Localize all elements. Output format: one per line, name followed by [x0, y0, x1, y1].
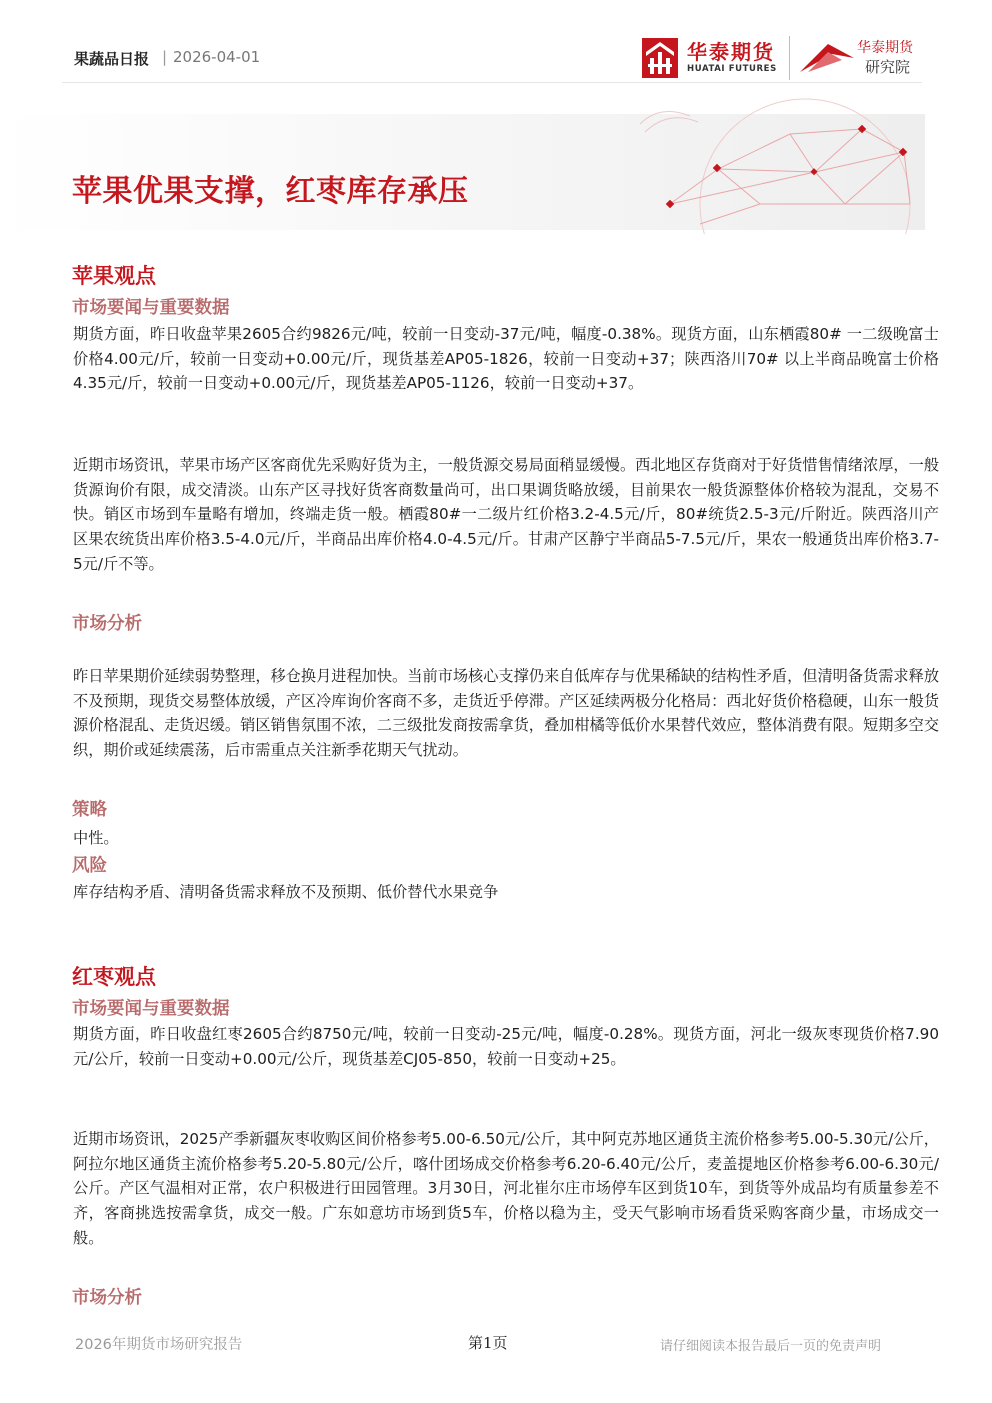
- apple-news-heading: 市场要闻与重要数据: [72, 298, 230, 318]
- report-name: 果蔬品日报: [74, 50, 150, 68]
- apple-analysis-paragraph: 昨日苹果期价延续弱势整理，移仓换月进程加快。当前市场核心支撑仍来自低库存与优果稀缺的结构性矛盾，但清明备货需求释放不及预期，现货交易整体放缓，产区冷库询价客商不多，走货近乎停滞。产区延续两极分化格局：西北好货价格稳硬，山东一般货源价格混乱、走货迟缓。销区销售氛围不浓，二三级批发商按需拿货，叠加柑橘等低价水果替代效应，整体消费有限。短期多空交织，期价或延续震荡，后市需重点关注新季花期天气扰动。: [73, 667, 939, 760]
- footer-disclaimer-note: 请仔细阅读本报告最后一页的免责声明: [660, 1339, 882, 1354]
- apple-strategy-heading: 策略: [72, 800, 107, 820]
- apple-analysis-heading: 市场分析: [72, 614, 142, 634]
- apple-section-heading: 苹果观点: [72, 264, 156, 288]
- header-banner-network-graphic: [0, 84, 992, 234]
- logo-divider: [789, 36, 790, 80]
- institute-name-line1: 华泰期货: [857, 40, 913, 56]
- huatai-logo-icon: [642, 38, 678, 78]
- institute-logo-icon: [798, 38, 856, 74]
- jujube-section-heading: 红枣观点: [72, 965, 156, 989]
- apple-news-paragraph-2: 近期市场资讯，苹果市场产区客商优先采购好货为主，一般货源交易局面稍显缓慢。西北地区存货商对于好货惜售情绪浓厚，一般货源询价有限，成交清淡。山东产区寻找好货客商数量尚可，出口果调货略放缓，目前果农一般货源整体价格较为混乱，交易不快。销区市场到车量略有增加，终端走货一般。栖霞80#一二级片红价格3.2-4.5元/斤，80#统货2.5-3元/斤附近。陕西洛川产区果农统货出库价格3.5-4.0元/斤，半商品出库价格4.0-4.5元/斤。甘肃产区静宁半商品5-7.5元/斤，果农一般通货出库价格3.7-5元/斤不等。: [73, 456, 939, 573]
- report-title: 苹果优果支撑，红枣库存承压: [72, 174, 469, 209]
- apple-strategy-text: 中性。: [73, 829, 119, 847]
- jujube-analysis-heading: 市场分析: [72, 1288, 142, 1308]
- logo-chinese-name: 华泰期货: [687, 40, 775, 64]
- apple-news-paragraph-1: 期货方面，昨日收盘苹果2605合约9826元/吨，较前一日变动-37元/吨，幅度-0.38%。现货方面，山东栖霞80# 一二级晚富士价格4.00元/斤，较前一日变动+0.00元/斤，现货基差AP05-1826，较前一日变动+37；陕西洛川70# 以上半商品晚富士价格4.35元/斤，较前一日变动+0.00元/斤，现货基差AP05-1126，较前一日变动+37。: [73, 325, 939, 393]
- footer-page-number: 第1页: [468, 1334, 508, 1352]
- jujube-news-paragraph-2: 近期市场资讯，2025产季新疆灰枣收购区间价格参考5.00-6.50元/公斤，其中阿克苏地区通货主流价格参考5.00-5.30元/公斤，阿拉尔地区通货主流价格参考5.20-5.80元/公斤，喀什团场成交价格参考6.20-6.40元/公斤，麦盖提地区价格参考6.00-6.30元/公斤。产区气温相对正常，农户积极进行田园管理。3月30日，河北崔尔庄市场停车区到货10车，到货等外成品均有质量参差不齐，客商挑选按需拿货，成交一般。广东如意坊市场到货5车，价格以稳为主，受天气影响市场看货采购客商少量，市场成交一般。: [73, 1130, 939, 1247]
- apple-risk-heading: 风险: [72, 856, 107, 876]
- report-date: 2026-04-01: [173, 48, 261, 66]
- header-separator: |: [162, 48, 168, 66]
- footer-report-series: 2026年期货市场研究报告: [75, 1337, 243, 1353]
- institute-name-line2: 研究院: [865, 58, 911, 76]
- apple-risk-text: 库存结构矛盾、清明备货需求释放不及预期、低价替代水果竞争: [73, 883, 499, 901]
- header-divider: [62, 82, 922, 83]
- jujube-news-heading: 市场要闻与重要数据: [72, 999, 230, 1019]
- jujube-news-paragraph-1: 期货方面，昨日收盘红枣2605合约8750元/吨，较前一日变动-25元/吨，幅度-0.28%。现货方面，河北一级灰枣现货价格7.90元/公斤，较前一日变动+0.00元/公斤，现货基差CJ05-850，较前一日变动+25。: [73, 1025, 939, 1068]
- logo-english-name: HUATAI FUTURES: [687, 64, 777, 74]
